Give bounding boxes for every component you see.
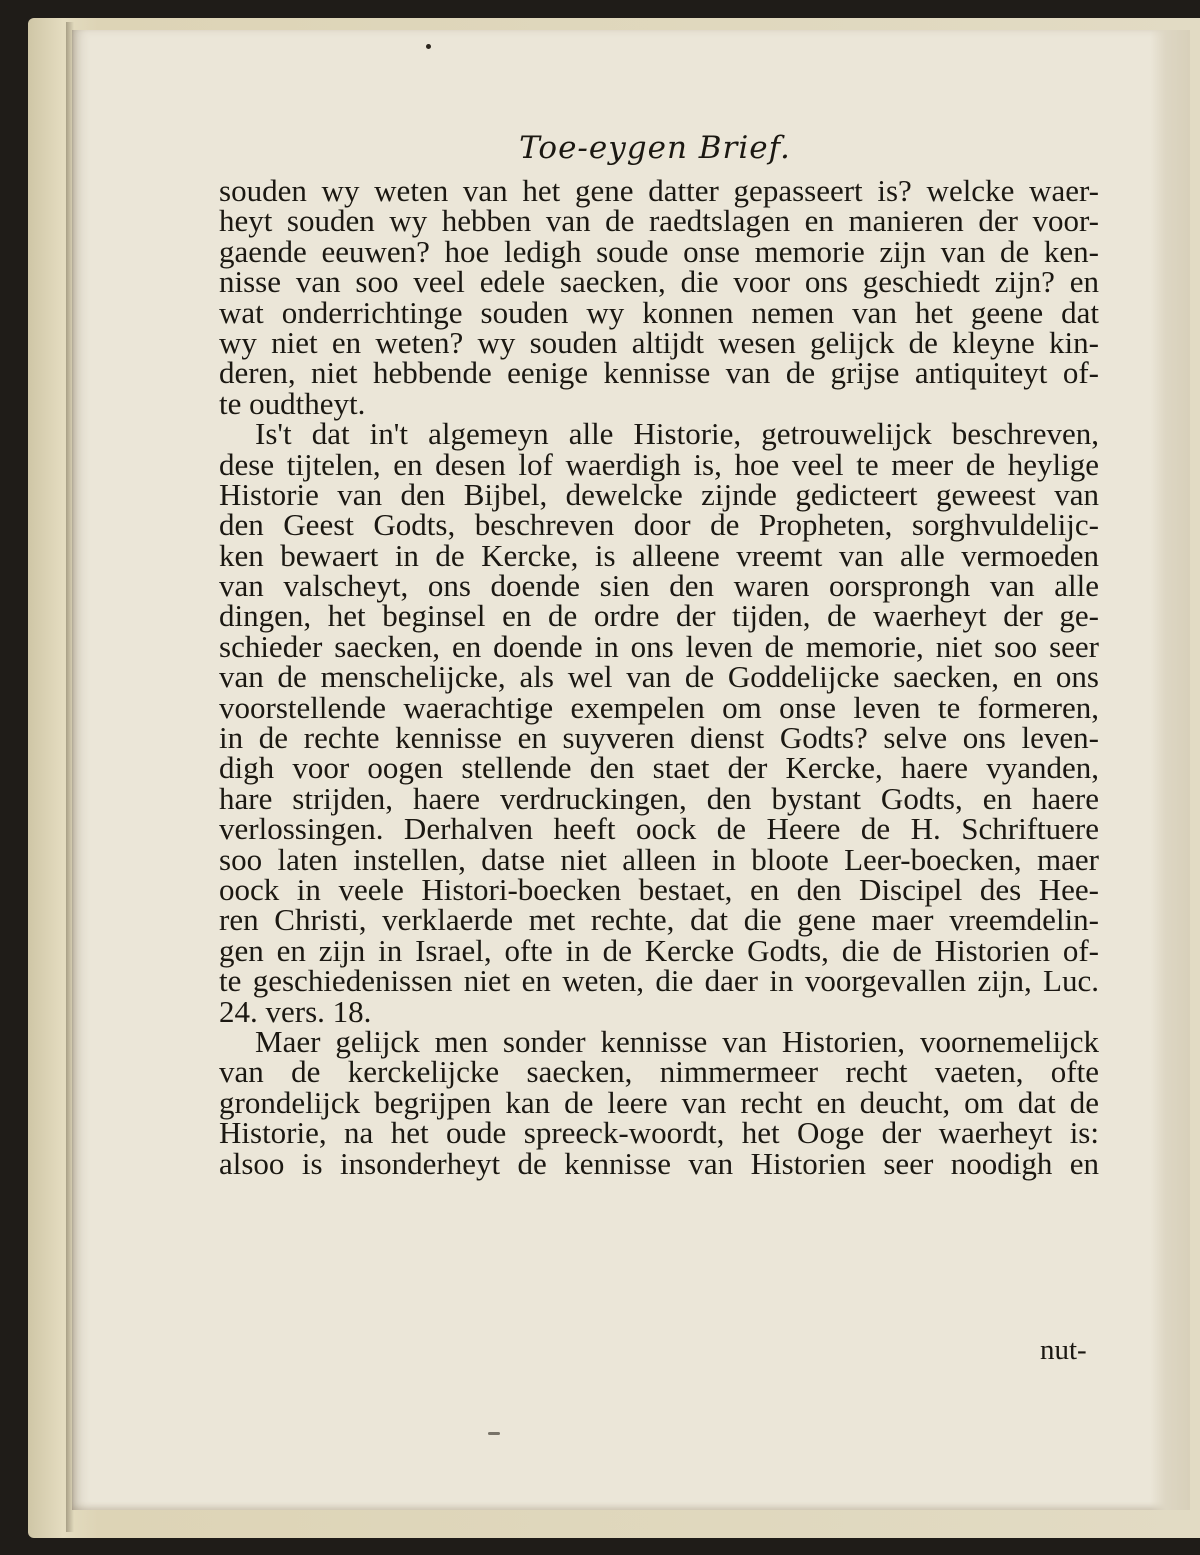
gutter-shadow [66,22,74,1532]
text-line: Maer gelijck men sonder kennisse van Historien, voornemelijck [255,1023,1099,1059]
page-fore-edge [1150,30,1190,1510]
text-line: in de rechte kennisse en suyveren dienst Godts? selve ons leven- [219,720,1099,756]
running-head: Toe-eygen Brief. [519,130,791,166]
ink-speck [426,44,431,49]
text-line: van de kerckelijcke saecken, nimmermeer recht vaeten, ofte [219,1054,1099,1090]
text-line: nisse van soo veel edele saecken, die voor ons geschiedt zijn? en [219,264,1099,300]
text-line: hare strijden, haere verdruckingen, den bystant Godts, en haere [219,780,1099,816]
text-line: dese tijtelen, en desen lof waerdigh is, hoe veel te meer de heylige [219,446,1099,482]
text-line: wat onderrichtinge souden wy konnen nemen van het geene dat [219,294,1099,330]
text-line: gen en zijn in Israel, ofte in de Kercke Godts, die de Historien of- [219,932,1099,968]
text-line: alsoo is insonderheyt de kennisse van Historien seer noodigh en [219,1145,1099,1181]
text-line: ren Christi, verklaerde met rechte, dat die gene maer vreemdelin- [219,902,1099,938]
text-line: deren, niet hebbende eenige kennisse van de grijse antiquiteyt of- [219,355,1099,391]
text-line: heyt souden wy hebben van de raedtslagen en manieren der voor- [219,203,1099,239]
text-line: den Geest Godts, beschreven door de Propheten, sorghvuldelijc- [219,507,1099,543]
catchword: nut- [1040,1334,1087,1366]
ink-speck [488,1432,500,1435]
text-line: ken bewaert in de Kercke, is alleene vreemt van alle vermoeden [219,537,1099,573]
text-line: Historie van den Bijbel, dewelcke zijnde gedicteert geweest van [219,476,1099,512]
text-line: Historie, na het oude spreeck-woordt, het Ooge der waerheyt is: [219,1115,1099,1151]
text-line: gaende eeuwen? hoe ledigh soude onse memorie zijn van de ken- [219,233,1099,269]
paragraph-1 [219,173,1099,421]
text-line: oock in veele Histori-boecken bestaet, en den Discipel des Hee- [219,871,1099,907]
text-line: voorstellende waerachtige exempelen om onse leven te formeren, [219,689,1099,725]
paragraph-3 [219,1023,1099,1181]
text-line: Is't dat in't algemeyn alle Historie, getrouwelijck beschreven, [255,416,1099,452]
text-line: grondelijck begrijpen kan de leere van recht en deucht, om dat de [219,1084,1099,1120]
text-line: verlossingen. Derhalven heeft oock de Heere de H. Schriftuere [219,811,1099,847]
paragraph-2 [219,416,1099,1029]
text-line: schieder saecken, en doende in ons leven de memorie, niet soo seer [219,628,1099,664]
text-line: van de menschelijcke, als wel van de Goddelijcke saecken, en ons [219,659,1099,695]
text-line: te geschiedenissen niet en weten, die daer in voorgevallen zijn, Luc. [219,963,1099,999]
text-line: dingen, het beginsel en de ordre der tijden, de waerheyt der ge- [219,598,1099,634]
text-line: digh voor oogen stellende den staet der Kercke, haere vyanden, [219,750,1099,786]
text-line: wy niet en weten? wy souden altijdt wesen gelijck de kleyne kin- [219,324,1099,360]
page-body-text [219,173,1099,1181]
text-line: te oudtheyt. [219,385,366,421]
text-line: 24. vers. 18. [219,993,372,1029]
text-line: souden wy weten van het gene datter gepasseert is? welcke waer- [219,173,1099,208]
text-line: soo laten instellen, datse niet alleen in bloote Leer-boecken, maer [219,841,1099,877]
text-line: van valscheyt, ons doende sien den waren oorsprongh van alle [219,568,1099,604]
